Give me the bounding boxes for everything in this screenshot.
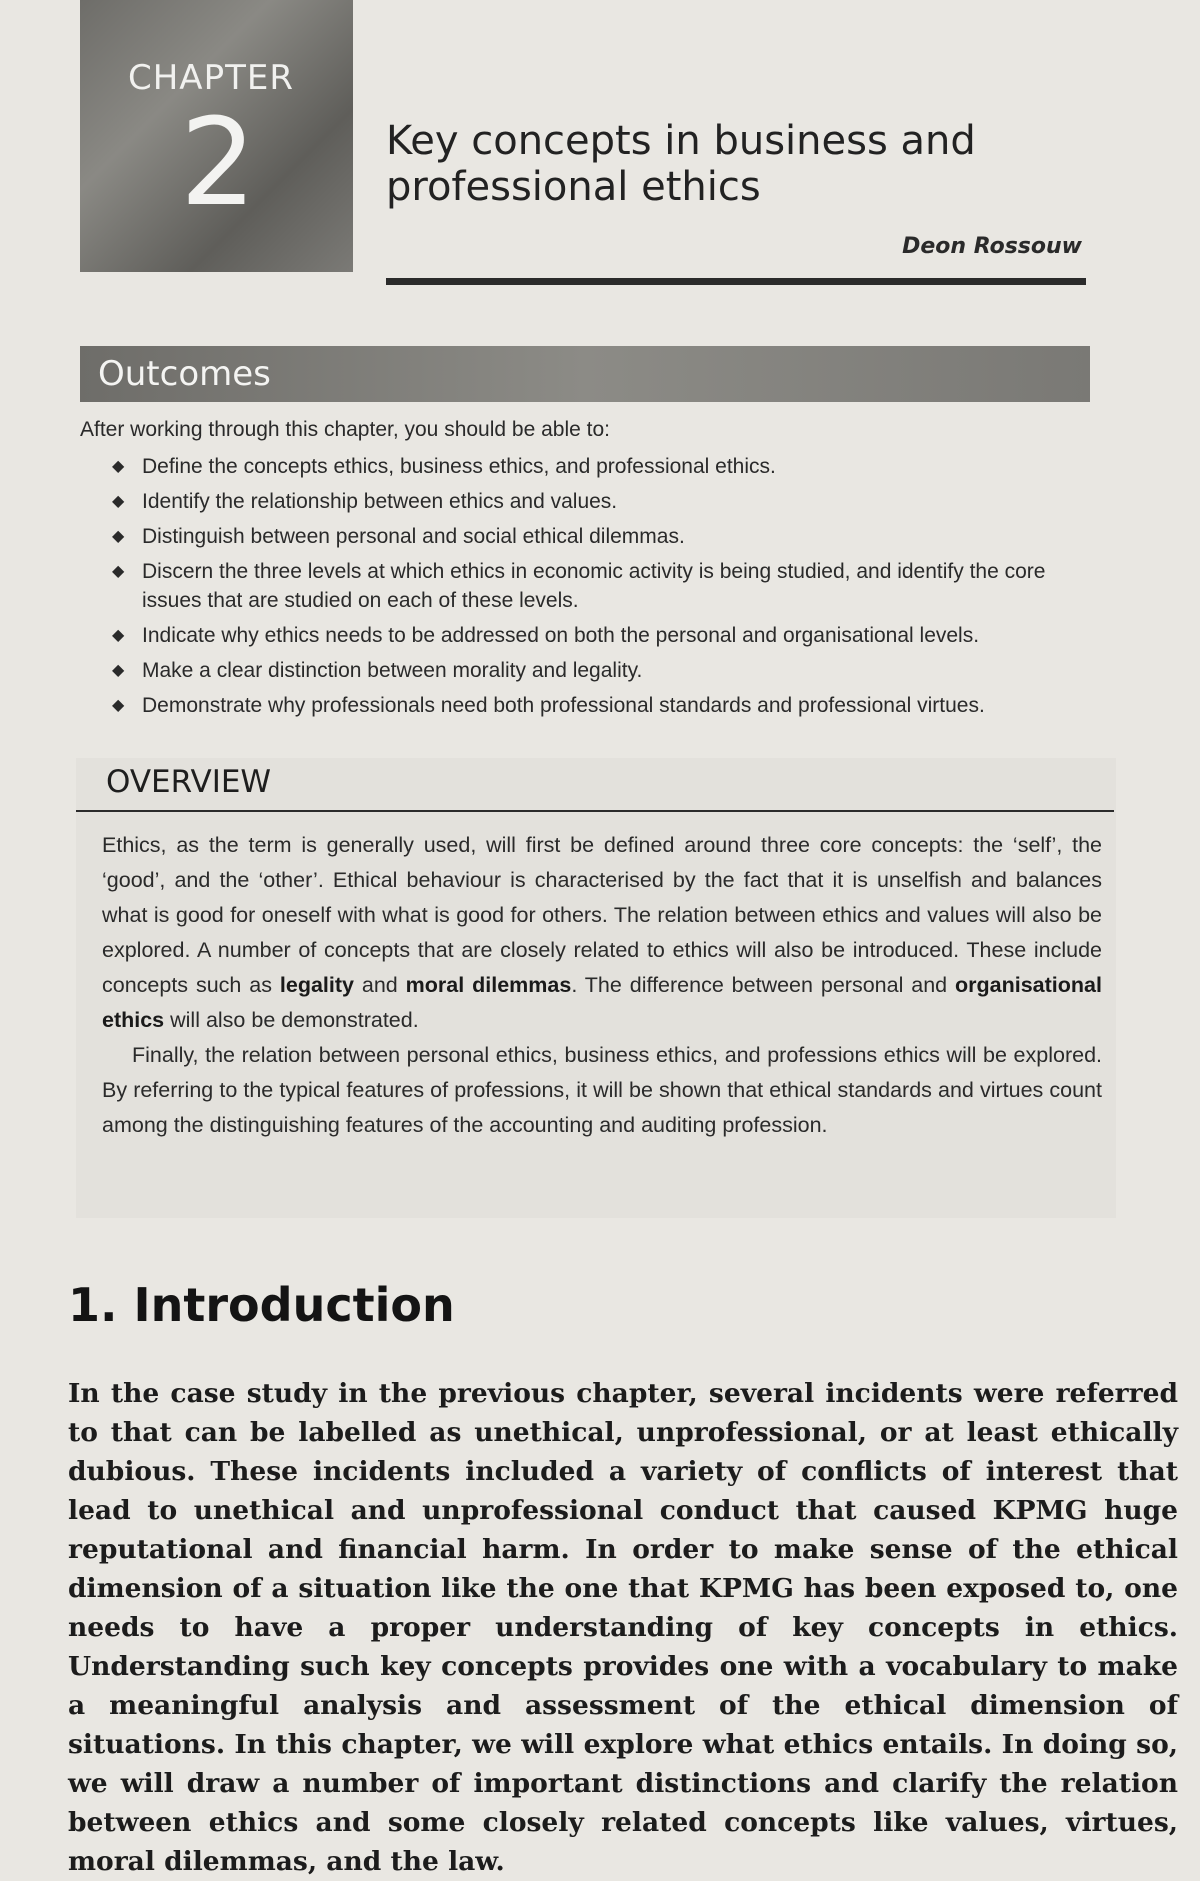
overview-heading: OVERVIEW bbox=[106, 764, 272, 800]
author-name: Deon Rossouw bbox=[902, 234, 1082, 259]
outcome-item: ◆ Make a clear distinction between morality and legality. bbox=[112, 656, 1102, 685]
outcome-item: ◆ Identify the relationship between ethics and values. bbox=[112, 487, 1102, 516]
bullet-icon: ◆ bbox=[112, 528, 125, 545]
overview-panel bbox=[76, 758, 1116, 1218]
term-organisational-ethics: organisational ethics bbox=[102, 973, 1102, 1032]
outcome-item: ◆ Define the concepts ethics, business ethics, and professional ethics. bbox=[112, 452, 1102, 481]
bullet-icon: ◆ bbox=[112, 697, 125, 714]
outcome-item: ◆ Discern the three levels at which ethics in economic activity is being studied, and identify the core issues that are studied on each of these levels. bbox=[112, 557, 1102, 615]
overview-divider bbox=[76, 810, 1114, 812]
term-legality: legality bbox=[279, 973, 354, 997]
chapter-number: 2 bbox=[180, 94, 257, 233]
bullet-icon: ◆ bbox=[112, 458, 125, 475]
bullet-icon: ◆ bbox=[112, 563, 125, 580]
chapter-title: Key concepts in business and professional ethics bbox=[386, 118, 976, 210]
bullet-icon: ◆ bbox=[112, 662, 125, 679]
overview-paragraph-2: Finally, the relation between personal ethics, business ethics, and professions ethics will be explored. By referring to the typical features of professions, it will be shown that ethical standards and virtues count among the distinguishing features of the accounting and auditing profession. bbox=[102, 1043, 1102, 1137]
term-moral-dilemmas: moral dilemmas bbox=[405, 973, 572, 997]
introduction-heading: 1. Introduction bbox=[68, 1278, 455, 1332]
outcomes-banner bbox=[80, 346, 1090, 402]
outcome-item: ◆ Distinguish between personal and social ethical dilemmas. bbox=[112, 522, 1102, 551]
overview-text bbox=[102, 828, 1102, 1143]
outcomes-heading: Outcomes bbox=[98, 354, 271, 394]
introduction-paragraph: In the case study in the previous chapter, several incidents were referred to that can be labelled as unethical, unprofessional, or at least ethically dubious. These incidents included a variety of conflicts of interest that lead to unethical and unprofessional conduct that caused KPMG huge reputational and financial harm. In order to make sense of the ethical dimension of a situation like the one that KPMG has been exposed to, one needs to have a proper understanding of key concepts in ethics. Understanding such key concepts provides one with a vocabulary to make a meaningful analysis and assessment of the ethical dimension of situations. In this chapter, we will explore what ethics entails. In doing so, we will draw a number of important distinctions and clarify the relation between ethics and some closely related concepts like values, virtues, moral dilemmas, and the law. bbox=[68, 1378, 1178, 1877]
outcomes-intro: After working through this chapter, you should be able to: bbox=[80, 418, 610, 441]
outcome-item: ◆ Indicate why ethics needs to be addressed on both the personal and organisational levels. bbox=[112, 621, 1102, 650]
chapter-label: CHAPTER bbox=[128, 58, 294, 98]
overview-paragraph-1: Ethics, as the term is generally used, will first be defined around three core concepts: the ‘self’, the ‘good’, and the ‘other’. Ethical behaviour is characterised by the fact that it is unselfish and balances what is good for oneself with what is good for others. The relation between ethics and values will also be explored. A number of concepts that are closely related to ethics will also be introduced. These include concepts such as legality and moral dilemmas. The difference between personal and organisational ethics will also be demonstrated. bbox=[102, 833, 1102, 1032]
title-divider bbox=[386, 278, 1086, 285]
outcomes-list bbox=[112, 452, 1102, 726]
chapter-badge bbox=[80, 0, 353, 272]
bullet-icon: ◆ bbox=[112, 493, 125, 510]
outcome-item: ◆ Demonstrate why professionals need both professional standards and professional virtues. bbox=[112, 691, 1102, 720]
bullet-icon: ◆ bbox=[112, 627, 125, 644]
